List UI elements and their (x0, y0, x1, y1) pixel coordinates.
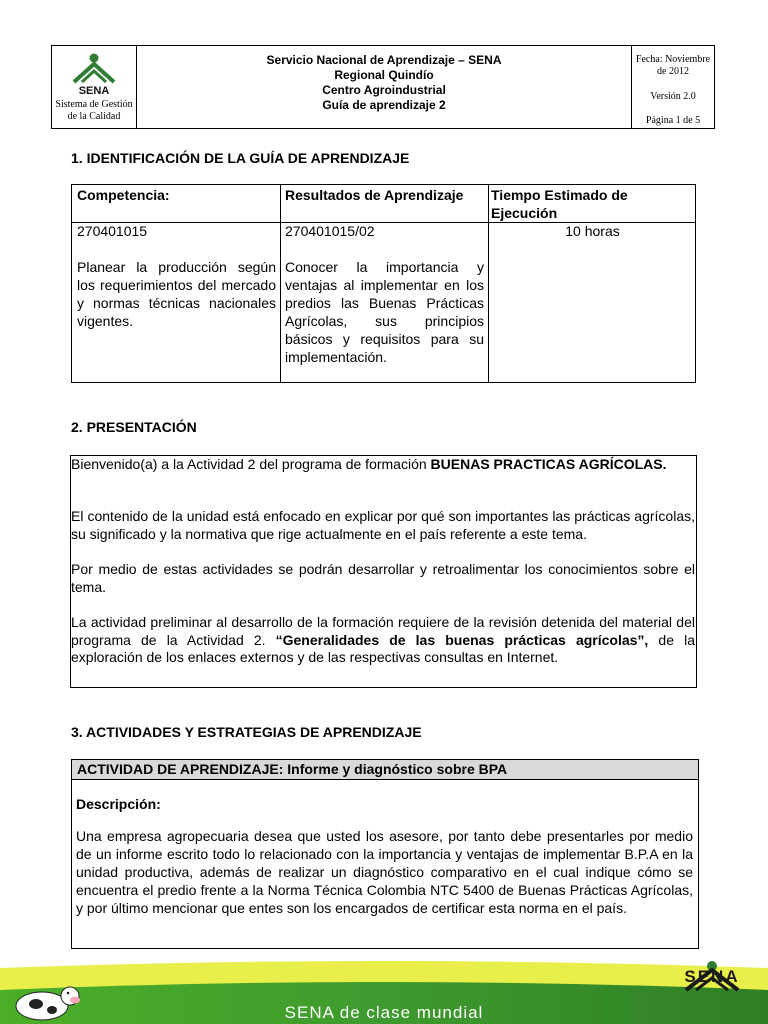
section2-title: 2. PRESENTACIÓN (71, 419, 197, 435)
competencia-text: Planear la producción según los requerimientos del mercado y normas técnicas nacionales vigentes. (77, 259, 276, 329)
resultado-code: 270401015/02 (285, 223, 375, 239)
resultado-text: Conocer la importancia y ventajas al implementar en los predios las Buenas Prácticas Agrícolas, sus principios básicos y requisitos para su implementación. (285, 259, 484, 365)
header-line-2: Regional Quindío (334, 68, 434, 82)
description-label: Descripción: (76, 796, 161, 812)
footer-slogan: SENA de clase mundial (284, 1003, 484, 1022)
presentation-paragraph-1: Bienvenido(a) a la Actividad 2 del programa de formación BUENAS PRACTICAS AGRÍCOLAS. (71, 456, 667, 472)
header-version: Versión 2.0 (650, 91, 696, 102)
presentation-paragraph-4: La actividad preliminar al desarrollo de la formación requiere de la revisión detenida del material del programa de la Actividad 2. “Generalidades de las buenas prácticas agrícolas”, de la exploración de los enlaces externos y de las respectivas consultas en Internet. (71, 614, 695, 665)
footer-logo-text: SENA (684, 967, 740, 986)
activity-title: ACTIVIDAD DE APRENDIZAJE: Informe y diagnóstico sobre BPA (72, 760, 698, 780)
sena-logo-icon (64, 52, 124, 96)
header-title-cell (136, 46, 632, 135)
page-footer (0, 960, 768, 1024)
presentation-box (70, 455, 697, 688)
activity-box (71, 759, 699, 949)
document-header (51, 45, 715, 129)
header-page: Página 1 de 5 (645, 115, 701, 126)
header-tiempo: Tiempo Estimado de Ejecución (491, 187, 628, 221)
header-line-3: Centro Agroindustrial (322, 83, 446, 97)
header-date-1: Fecha: Noviembre (635, 54, 711, 65)
quality-system-caption: Sistema de Gestión de la Calidad (55, 99, 133, 122)
identification-table (71, 184, 696, 383)
tiempo-value: 10 horas (565, 223, 620, 239)
header-competencia: Competencia: (77, 187, 170, 203)
presentation-paragraph-3: Por medio de estas actividades se podrán desarrollar y retroalimentar los conocimientos sobre el tema. (71, 561, 695, 595)
header-resultados: Resultados de Aprendizaje (285, 187, 464, 203)
competencia-code: 270401015 (77, 223, 148, 239)
description-text: Una empresa agropecuaria desea que usted los asesore, por tanto debe presentarles por medio de un informe escrito todo lo relacionado con la importancia y ventajas de implementar B.P.A en la unidad productiva, además de realizar un diagnóstico comparativo en el cual indique cómo se encuentra el predio frente a la Norma Técnica Colombia NTC 5400 de Buenas Prácticas Agrícolas, y por último mencionar que entes son los encargados de certificar esta norma en el país. (76, 828, 693, 916)
header-line-4: Guía de aprendizaje 2 (322, 98, 446, 112)
section1-title: 1. IDENTIFICACIÓN DE LA GUÍA DE APRENDIZAJE (71, 150, 410, 166)
section3-title: 3. ACTIVIDADES Y ESTRATEGIAS DE APRENDIZAJE (71, 724, 422, 740)
header-logo-text: SENA (78, 85, 110, 96)
header-logo-cell (52, 46, 137, 128)
header-meta-cell (631, 46, 714, 128)
header-line-1: Servicio Nacional de Aprendizaje – SENA (266, 53, 502, 67)
presentation-paragraph-2: El contenido de la unidad está enfocado en explicar por qué son importantes las prácticas agrícolas, su significado y la normativa que rige actualmente en el país referente a este tema. (71, 508, 695, 542)
header-date-2: de 2012 (657, 66, 689, 77)
